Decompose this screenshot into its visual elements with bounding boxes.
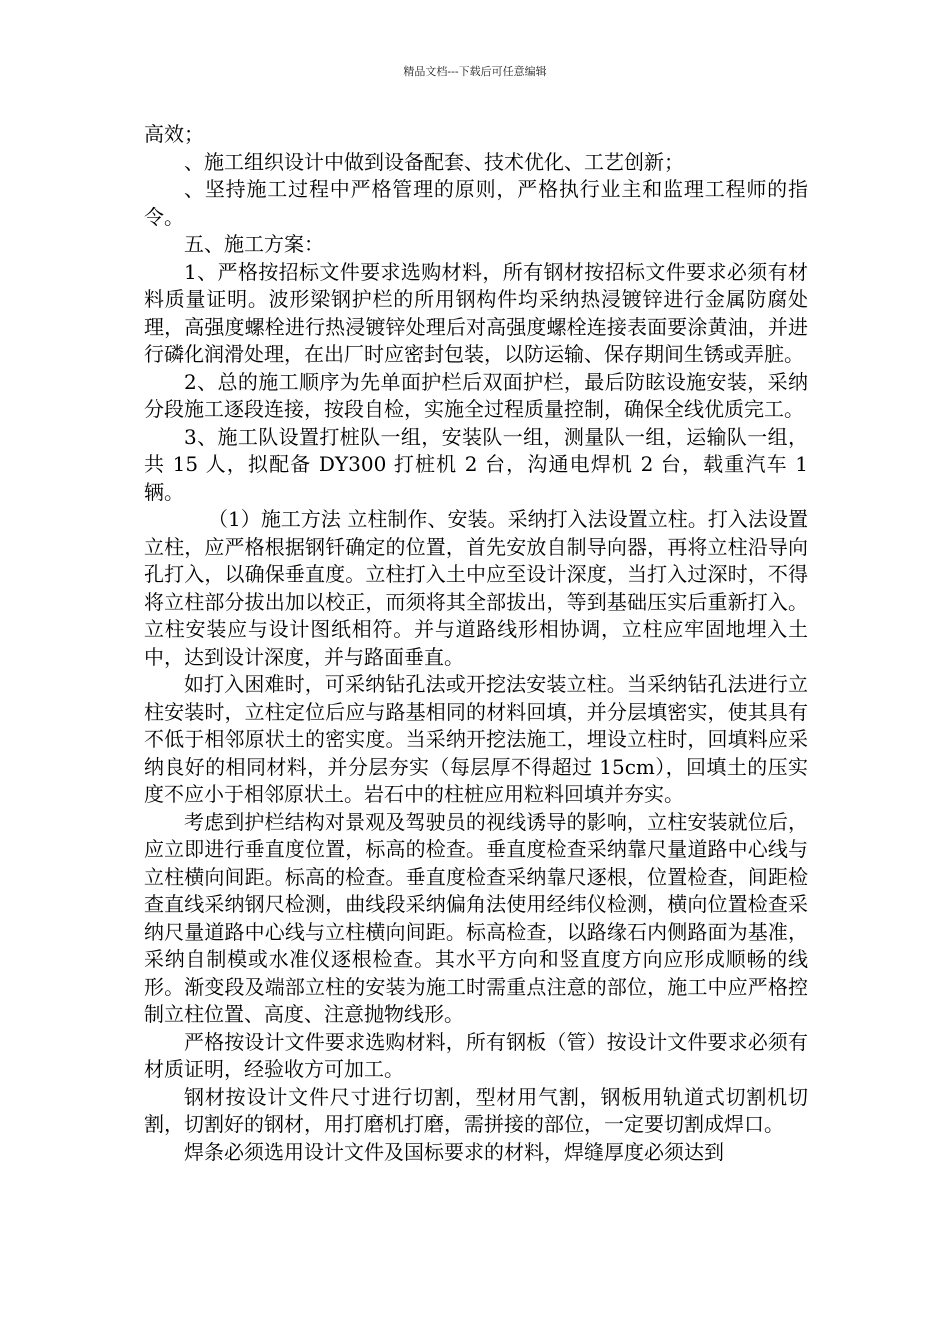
paragraph-equipment: 、施工组织设计中做到设备配套、技术优化、工艺创新；: [184, 149, 684, 174]
paragraph-item-1-materials: 1、严格按招标文件要求选购材料，所有钢材按招标文件要求必须有材料质量证明。波形梁钢护栏的所用钢构件均采纳热浸镀锌进行金属防腐处理，高强度螺栓进行热浸镀锌处理后对高强度螺栓连接表面要涂黄油，并进行磷化润滑处理，在出厂时应密封包装，以防运输、保存期间生锈或弄脏。: [144, 259, 808, 366]
paragraph-management: 、坚持施工过程中严格管理的原则，严格执行业主和监理工程师的指令。: [144, 177, 808, 229]
document-body: [144, 121, 808, 1166]
paragraph-drilling-method: 如打入困难时，可采纳钻孔法或开挖法安装立柱。当采纳钻孔法进行立柱安装时，立柱定位后应与路基相同的材料回填，并分层填密实，使其具有不低于相邻原状土的密实度。当采纳开挖法施工，埋设立柱时，回填料应采纳良好的相同材料，并分层夯实（每层厚不得超过 15cm），回填土的压实度不应小于相邻原状土。岩石中的柱桩应用粒料回填并夯实。: [144, 672, 808, 806]
page-header: 精品文档---下载后可任意编辑: [403, 65, 547, 78]
paragraph-construction-method: （1）施工方法 立柱制作、安装。采纳打入法设置立柱。打入法设置立柱，应严格根据钢钎确定的位置，首先安放自制导向器，再将立柱沿导向孔打入，以确保垂直度。立柱打入土中应至设计深度，当打入过深时，不得将立柱部分拔出加以校正，而须将其全部拔出，等到基础压实后重新打入。立柱安装应与设计图纸相符。并与道路线形相协调，立柱应牢固地埋入土中，达到设计深度，并与路面垂直。: [144, 507, 808, 669]
paragraph-item-3-teams: 3、施工队设置打桩队一组，安装队一组，测量队一组，运输队一组，共 15 人，拟配备 DY300 打桩机 2 台，沟通电焊机 2 台，载重汽车 1 辆。: [144, 424, 808, 504]
paragraph-inspection: 考虑到护栏结构对景观及驾驶员的视线诱导的影响，立柱安装就位后，应立即进行垂直度位置，标高的检查。垂直度检查采纳靠尺量道路中心线与立柱横向间距。标高的检查。垂直度检查采纳靠尺逐根，位置检查，间距检查直线采纳钢尺检测，曲线段采纳偏角法使用经纬仪检测，横向位置检查采纳尺量道路中心线与立柱横向间距。标高检查，以路缘石内侧路面为基准，采纳自制模或水准仪逐根检查。其水平方向和竖直度方向应形成顺畅的线形。渐变段及端部立柱的安装为施工时需重点注意的部位，施工中应严格控制立柱位置、高度、注意抛物线形。: [144, 809, 808, 1026]
paragraph-steel-cutting: 钢材按设计文件尺寸进行切割，型材用气割，钢板用轨道式切割机切割，切割好的钢材，用打磨机打磨，需拼接的部位，一定要切割成焊口。: [144, 1084, 808, 1136]
paragraph-item-2-sequence: 2、总的施工顺序为先单面护栏后双面护栏，最后防眩设施安装，采纳分段施工逐段连接，按段自检，实施全过程质量控制，确保全线优质完工。: [144, 369, 808, 421]
section-heading-construction-plan: 五、施工方案：: [184, 232, 324, 256]
paragraph-welding: 焊条必须选用设计文件及国标要求的材料，焊缝厚度必须达到: [184, 1139, 724, 1164]
paragraph-continuation: 高效；: [144, 122, 204, 146]
paragraph-steel-purchase: 严格按设计文件要求选购材料，所有钢板（管）按设计文件要求必须有材质证明，经验收方可加工。: [144, 1029, 808, 1081]
